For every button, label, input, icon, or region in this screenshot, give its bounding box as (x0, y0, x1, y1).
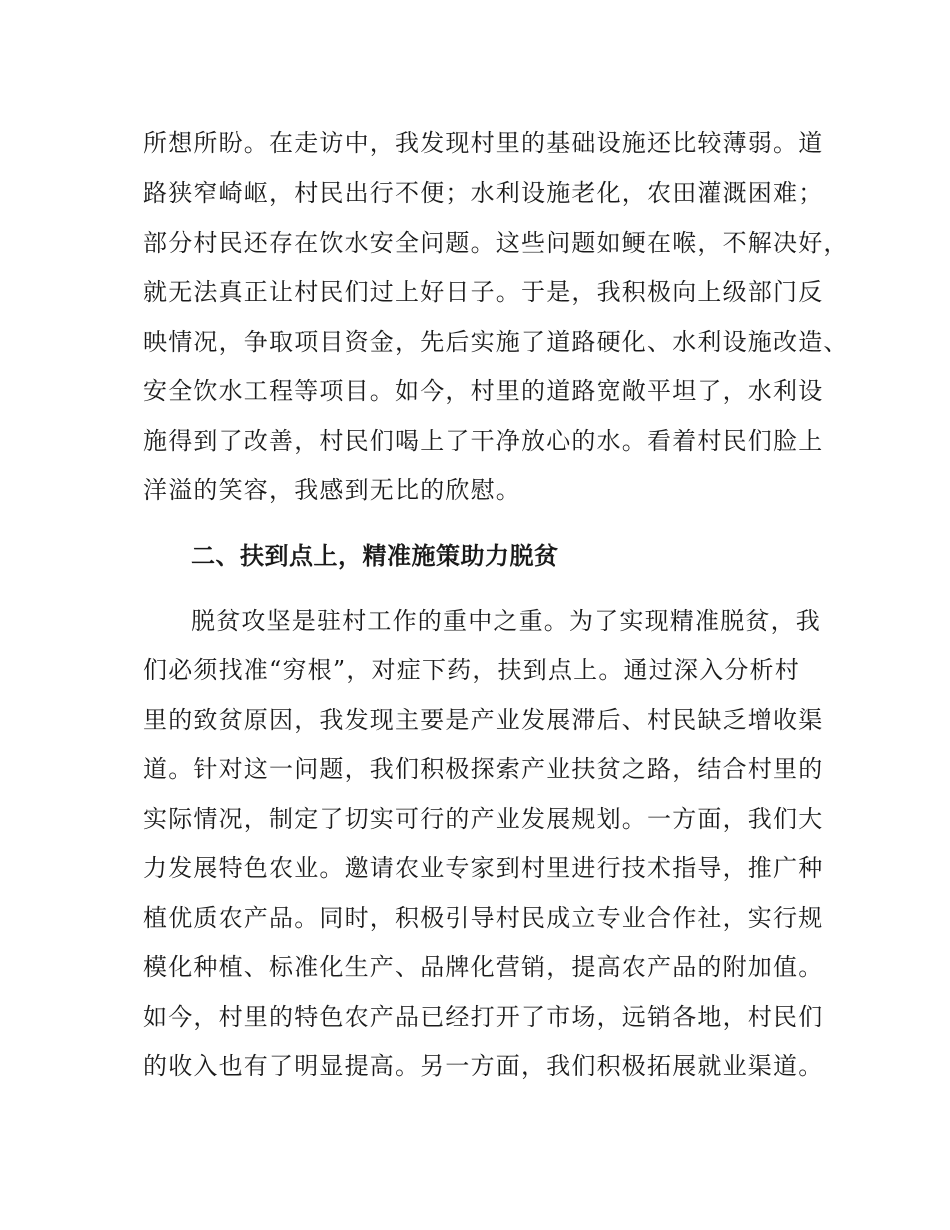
paragraph-2-line-8: 模化种植、标准化生产、品牌化营销，提高农产品的附加值。 (143, 953, 824, 981)
paragraph-2-line-10: 的收入也有了明显提高。另一方面，我们积极拓展就业渠道。 (143, 1052, 824, 1080)
paragraph-1-line-1: 所想所盼。在走访中，我发现村里的基础设施还比较薄弱。道 (143, 129, 824, 157)
paragraph-1-line-3: 部分村民还存在饮水安全问题。这些问题如鲠在喉，不解决好， (143, 229, 849, 257)
paragraph-2-line-4: 道。针对这一问题，我们积极探索产业扶贫之路，结合村里的 (143, 755, 824, 783)
paragraph-1-line-5: 映情况，争取项目资金，先后实施了道路硬化、水利设施改造、 (143, 328, 849, 356)
paragraph-1-line-8: 洋溢的笑容，我感到无比的欣慰。 (143, 476, 521, 504)
paragraph-2-line-6: 力发展特色农业。邀请农业专家到村里进行技术指导，推广种 (143, 854, 824, 882)
paragraph-2-line-9: 如今，村里的特色农产品已经打开了市场，远销各地，村民们 (143, 1003, 824, 1031)
section-heading: 二、扶到点上，精准施策助力脱贫 (191, 542, 559, 570)
paragraph-2-line-3: 里的致贫原因，我发现主要是产业发展滞后、村民缺乏增收渠 (143, 706, 824, 734)
paragraph-1-line-7: 施得到了改善，村民们喝上了干净放心的水。看着村民们脸上 (143, 427, 824, 455)
paragraph-1-line-4: 就无法真正让村民们过上好日子。于是，我积极向上级部门反 (143, 278, 824, 306)
paragraph-2-line-2: 们必须找准“穷根”，对症下药，扶到点上。通过深入分析村 (143, 656, 800, 684)
paragraph-2-line-5: 实际情况，制定了切实可行的产业发展规划。一方面，我们大 (143, 805, 824, 833)
paragraph-2-line-1: 脱贫攻坚是驻村工作的重中之重。为了实现精准脱贫，我 (191, 607, 821, 635)
paragraph-2-line-7: 植优质农产品。同时，积极引导村民成立专业合作社，实行规 (143, 904, 824, 932)
paragraph-1-line-6: 安全饮水工程等项目。如今，村里的道路宽敞平坦了，水利设 (143, 377, 824, 405)
paragraph-1-line-2: 路狭窄崎岖，村民出行不便；水利设施老化，农田灌溉困难； (143, 179, 824, 207)
